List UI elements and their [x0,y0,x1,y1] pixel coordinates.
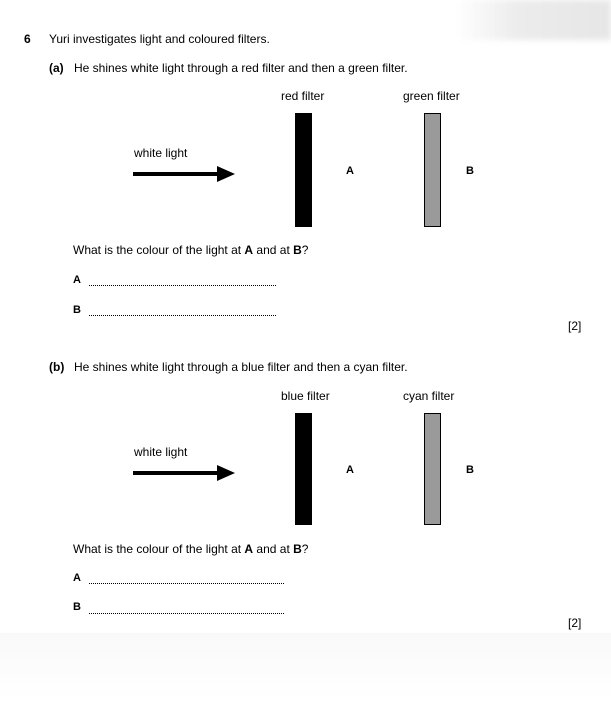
question-number: 6 [24,32,31,46]
part-a-prompt-mid: and at [253,243,294,257]
part-b-blue-filter [295,413,312,525]
part-b-marks: [2] [568,616,582,630]
part-b-answer-a-line[interactable] [89,583,284,584]
part-a-answer-a-line[interactable] [89,285,276,286]
part-a-marks: [2] [568,319,582,333]
part-a-light-arrow-icon [133,165,237,183]
page-bottom-shade [0,633,611,701]
part-a-point-b: B [466,165,474,177]
part-b-prompt-mid: and at [253,542,294,556]
part-b-point-b: B [466,464,474,476]
part-a-green-filter [424,113,441,227]
part-a-prompt-a: A [244,243,254,257]
part-b-answer-b-label: B [73,601,81,613]
part-b-filter2-label: cyan filter [403,389,455,403]
part-a-answer-b-line[interactable] [89,315,276,316]
part-b-prompt-pre: What is the colour of the light at [73,542,245,556]
part-b-prompt [73,542,308,556]
part-a-prompt-b: B [293,243,302,257]
part-a-label: (a) [49,61,64,75]
part-b-label: (b) [49,360,65,374]
part-b-prompt-b: B [293,542,302,556]
part-b-point-a: A [346,464,354,476]
part-a-answer-b-label: B [73,304,81,316]
part-b-text: He shines white light through a blue filter and then a cyan filter. [74,360,408,374]
part-a-point-a: A [346,165,354,177]
question-intro: Yuri investigates light and coloured filters. [49,32,270,46]
part-b-answer-b-line[interactable] [89,613,284,614]
part-b-prompt-end: ? [301,542,309,556]
part-b-cyan-filter [424,413,441,525]
part-a-prompt [73,243,308,257]
part-a-prompt-pre: What is the colour of the light at [73,243,245,257]
part-a-light-label: white light [134,146,188,160]
part-b-light-arrow-icon [133,464,237,482]
part-b-prompt-a: A [244,542,254,556]
part-a-text: He shines white light through a red filter and then a green filter. [74,61,408,75]
part-a-filter2-label: green filter [403,89,460,103]
part-a-answer-a-label: A [73,274,81,286]
part-b-answer-a-label: A [73,572,81,584]
part-a-prompt-end: ? [301,243,309,257]
photo-shadow [455,0,611,40]
part-a-filter1-label: red filter [281,89,325,103]
part-b-light-label: white light [134,445,188,459]
part-a-red-filter [295,113,312,227]
part-b-filter1-label: blue filter [281,389,330,403]
